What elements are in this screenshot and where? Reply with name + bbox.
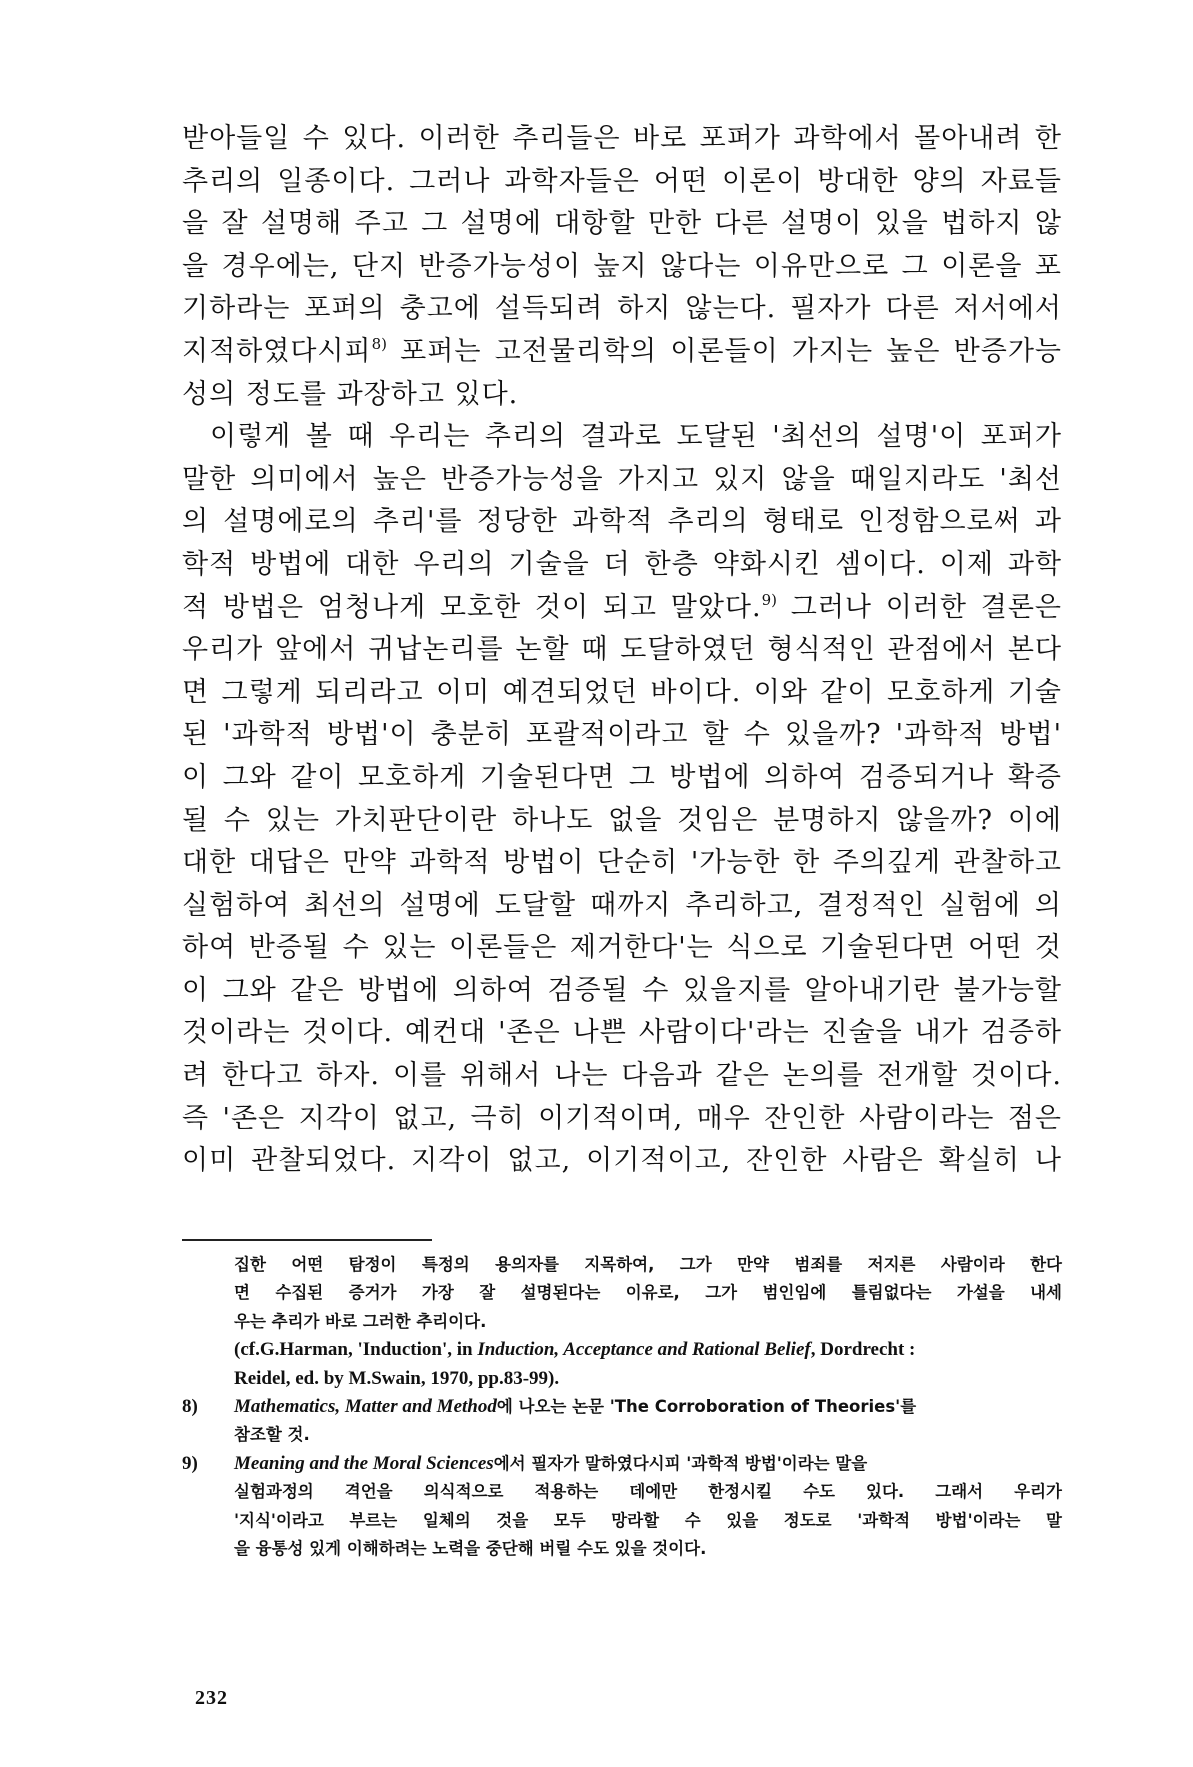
citation-line <box>234 1336 1062 1364</box>
footnote-line: 면 수집된 증거가 가장 잘 설명된다는 이유로, 그가 범인임에 틀림없다는 가설을 내세 <box>234 1283 1062 1303</box>
text-line: 된 '과학적 방법'이 충분히 포괄적이라고 할 수 있을까? '과학적 방법' <box>182 719 1062 751</box>
text-line: 즉 '존은 지각이 없고, 극히 이기적이며, 매우 잔인한 사람이라는 점은 <box>182 1102 1062 1134</box>
text-segment: 적 방법은 엄청나게 모호한 것이 되고 말았다. <box>182 591 762 623</box>
footnote-8 <box>182 1393 1062 1450</box>
footnote-line: 실험과정의 격언을 의식적으로 적용하는 데에만 한정시킬 수도 있다. 그래서 우리가 <box>234 1482 1062 1502</box>
text-line: 이 그와 같은 방법에 의하여 검증될 수 있을지를 알아내기란 불가능할 <box>182 974 1062 1006</box>
footnote-number: 8) <box>182 1396 198 1418</box>
text-line: 받아들일 수 있다. 이러한 추리들은 바로 포퍼가 과학에서 몰아내려 한 <box>182 123 1062 154</box>
text-line: 기하라는 포퍼의 충고에 설득되려 하지 않는다. 필자가 다른 저서에서 <box>182 293 1062 325</box>
text-line: 성의 정도를 과장하고 있다. <box>182 378 519 410</box>
text-line: 실험하여 최선의 설명에 도달할 때까지 추리하고, 결정적인 실험에 의 <box>182 889 1062 921</box>
text-line: 말한 의미에서 높은 반증가능성을 가지고 있지 않을 때일지라도 '최선 <box>182 463 1062 495</box>
text-line <box>182 587 1062 630</box>
book-title: Meaning and the Moral Sciences <box>234 1452 494 1474</box>
text-line: 대한 대답은 만약 과학적 방법이 단순히 '가능한 한 주의깊게 관찰하고 <box>182 847 1062 879</box>
footnote-ref-8: 8) <box>371 334 387 353</box>
footnote-line: 참조할 것. <box>234 1425 310 1445</box>
footnote-9 <box>182 1450 1062 1564</box>
citation-book-title: Induction, Acceptance and Rational Belief <box>477 1339 811 1361</box>
footnote-line <box>234 1450 1062 1478</box>
footnotes <box>182 1251 1062 1563</box>
citation-text: (cf.G.Harman, 'Induction', in <box>234 1339 478 1361</box>
text-line: 될 수 있는 가치판단이란 하나도 없을 것임은 분명하지 않을까? 이에 <box>182 804 1062 836</box>
text-line: 려 한다고 하자. 이를 위해서 나는 다음과 같은 논의를 전개할 것이다. <box>182 1060 1062 1092</box>
text-line: 우리가 앞에서 귀납논리를 논할 때 도달하였던 형식적인 관점에서 본다 <box>182 634 1062 666</box>
book-title: Mathematics, Matter and Method <box>234 1396 497 1418</box>
footnote-number: 9) <box>182 1452 198 1474</box>
page-number: 232 <box>195 1687 228 1709</box>
footnote-line: 집한 어떤 탐정이 특정의 용의자를 지목하여, 그가 만약 범죄를 저지른 사람이라 한다 <box>234 1255 1062 1274</box>
text-line: 학적 방법에 대한 우리의 기술을 더 한층 약화시킨 셈이다. 이제 과학 <box>182 548 1062 580</box>
footnote-text: 에 나오는 논문 'The Corroboration of Theories'를 <box>496 1397 917 1417</box>
footnote-line <box>234 1393 1062 1421</box>
text-line: 의 설명에로의 추리'를 정당한 과학적 추리의 형태로 인정함으로써 과 <box>182 506 1062 538</box>
text-line: 이미 관찰되었다. 지각이 없고, 이기적이고, 잔인한 사람은 확실히 나 <box>182 1145 1062 1177</box>
text-segment: 포퍼는 고전물리학의 이론들이 가지는 높은 반증가능 <box>386 335 1062 367</box>
text-line: 것이라는 것이다. 예컨대 '존은 나쁜 사람이다'라는 진술을 내가 검증하 <box>182 1017 1062 1049</box>
text-segment: 지적하였다시피 <box>182 335 372 367</box>
footnote-line: 을 융통성 있게 이해하려는 노력을 중단해 버릴 수도 있을 것이다. <box>234 1539 707 1559</box>
citation-line: Reidel, ed. by M.Swain, 1970, pp.83-99). <box>234 1367 560 1389</box>
text-line: 이 그와 같이 모호하게 기술된다면 그 방법에 의하여 검증되거나 확증 <box>182 761 1062 793</box>
text-line: 추리의 일종이다. 그러나 과학자들은 어떤 이론이 방대한 양의 자료들 <box>182 165 1062 197</box>
text-line: 을 잘 설명해 주고 그 설명에 대항할 만한 다른 설명이 있을 법하지 않 <box>182 208 1062 240</box>
text-segment: 그러나 이러한 결론은 <box>776 591 1062 623</box>
text-line: 면 그렇게 되리라고 이미 예견되었던 바이다. 이와 같이 모호하게 기술 <box>182 676 1062 708</box>
text-line: 하여 반증될 수 있는 이론들은 제거한다'는 식으로 기술된다면 어떤 것 <box>182 932 1062 964</box>
footnote-line: '지식'이라고 부르는 일체의 것을 모두 망라할 수 있을 정도로 '과학적 방법'이라는 말 <box>234 1510 1062 1530</box>
text-line <box>182 331 1062 374</box>
footnote-divider <box>182 1239 432 1241</box>
footnote-text: 에서 필자가 말하였다시피 '과학적 방법'이라는 말을 <box>493 1453 868 1473</box>
footnote-line: 우는 추리가 바로 그러한 추리이다. <box>234 1311 487 1331</box>
text-line: 을 경우에는, 단지 반증가능성이 높지 않다는 이유만으로 그 이론을 포 <box>182 250 1062 282</box>
citation-text: , Dordrecht : <box>810 1339 916 1361</box>
body-text <box>182 118 1062 1183</box>
footnote-continuation <box>182 1251 1062 1393</box>
footnote-ref-9: 9) <box>761 590 777 609</box>
text-line: 이렇게 볼 때 우리는 추리의 결과로 도달된 '최선의 설명'이 포퍼가 <box>210 421 1062 453</box>
